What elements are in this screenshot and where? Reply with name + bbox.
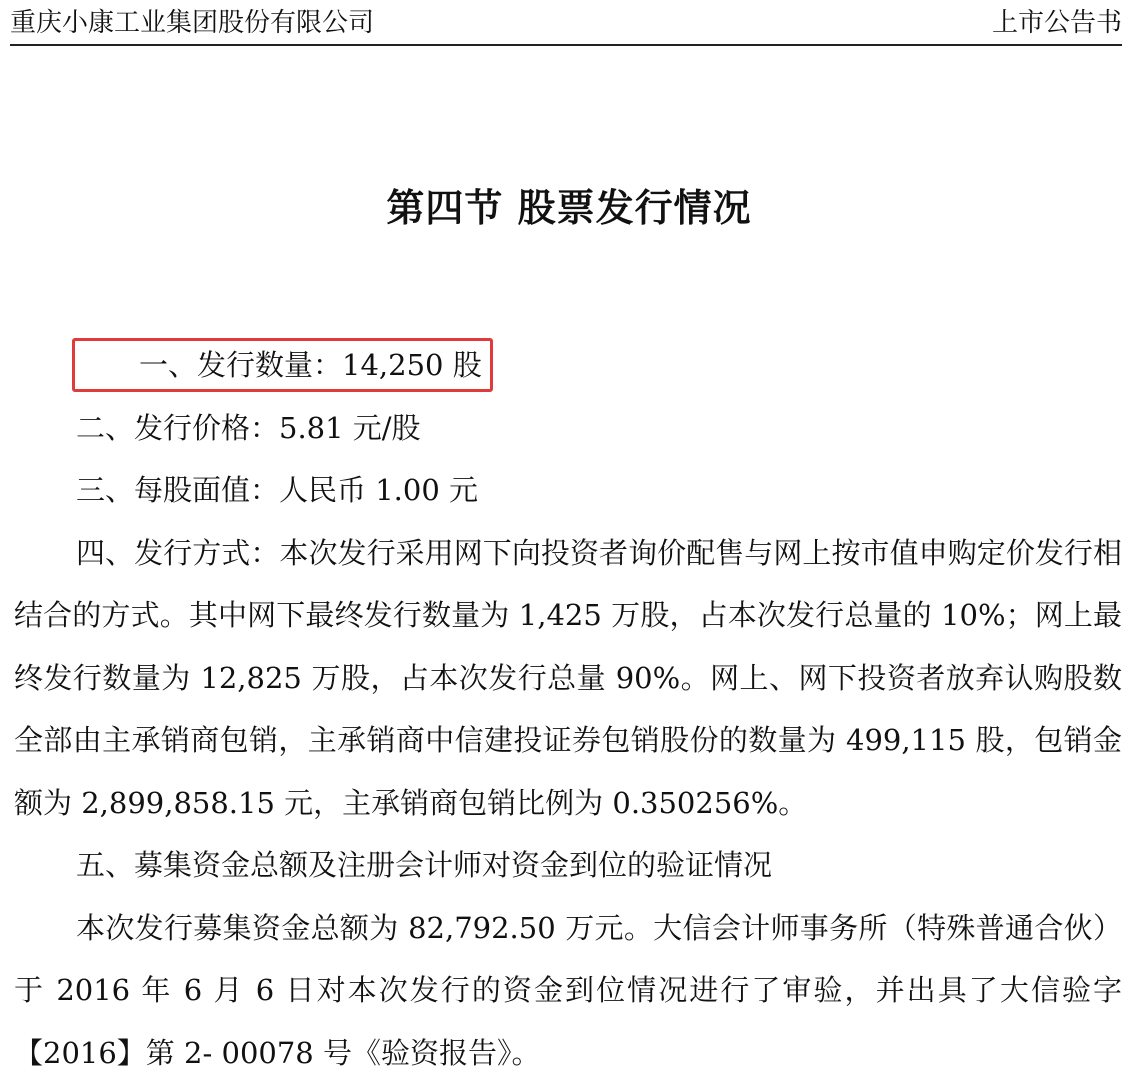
issue-method-paragraph: 四、发行方式：本次发行采用网下向投资者询价配售与网上按市值申购定价发行相结合的方式。其中网下最终发行数量为 1,425 万股，占本次发行总量的 10%；网上最终发行数量为 12,825 万股，占本次发行总量 90%。网上、网下投资者放弃认购股数全部由主承销商包销，主承销商中信建投证券包销股份的数量为 499,115 股，包销金额为 2,899,858.15 元，主承销商包销比例为 0.350256%。 — [14, 522, 1122, 835]
issue-quantity-paragraph — [14, 334, 1122, 397]
company-name: 重庆小康工业集团股份有限公司 — [10, 4, 374, 42]
page-header — [10, 4, 1122, 46]
document-type: 上市公告书 — [992, 4, 1122, 42]
document-body — [14, 334, 1122, 1084]
section-title: 第四节 股票发行情况 — [0, 180, 1138, 236]
par-value-paragraph: 三、每股面值：人民币 1.00 元 — [14, 459, 1122, 522]
proceeds-section-heading: 五、募集资金总额及注册会计师对资金到位的验证情况 — [14, 834, 1122, 897]
highlighted-issue-quantity: 一、发行数量：14,250 股 — [72, 338, 493, 392]
proceeds-paragraph: 本次发行募集资金总额为 82,792.50 万元。大信会计师事务所（特殊普通合伙）于 2016 年 6 月 6 日对本次发行的资金到位情况进行了审验，并出具了大信验字【2016】第 2- 00078 号《验资报告》。 — [14, 897, 1122, 1084]
issue-price-paragraph: 二、发行价格：5.81 元/股 — [14, 397, 1122, 460]
